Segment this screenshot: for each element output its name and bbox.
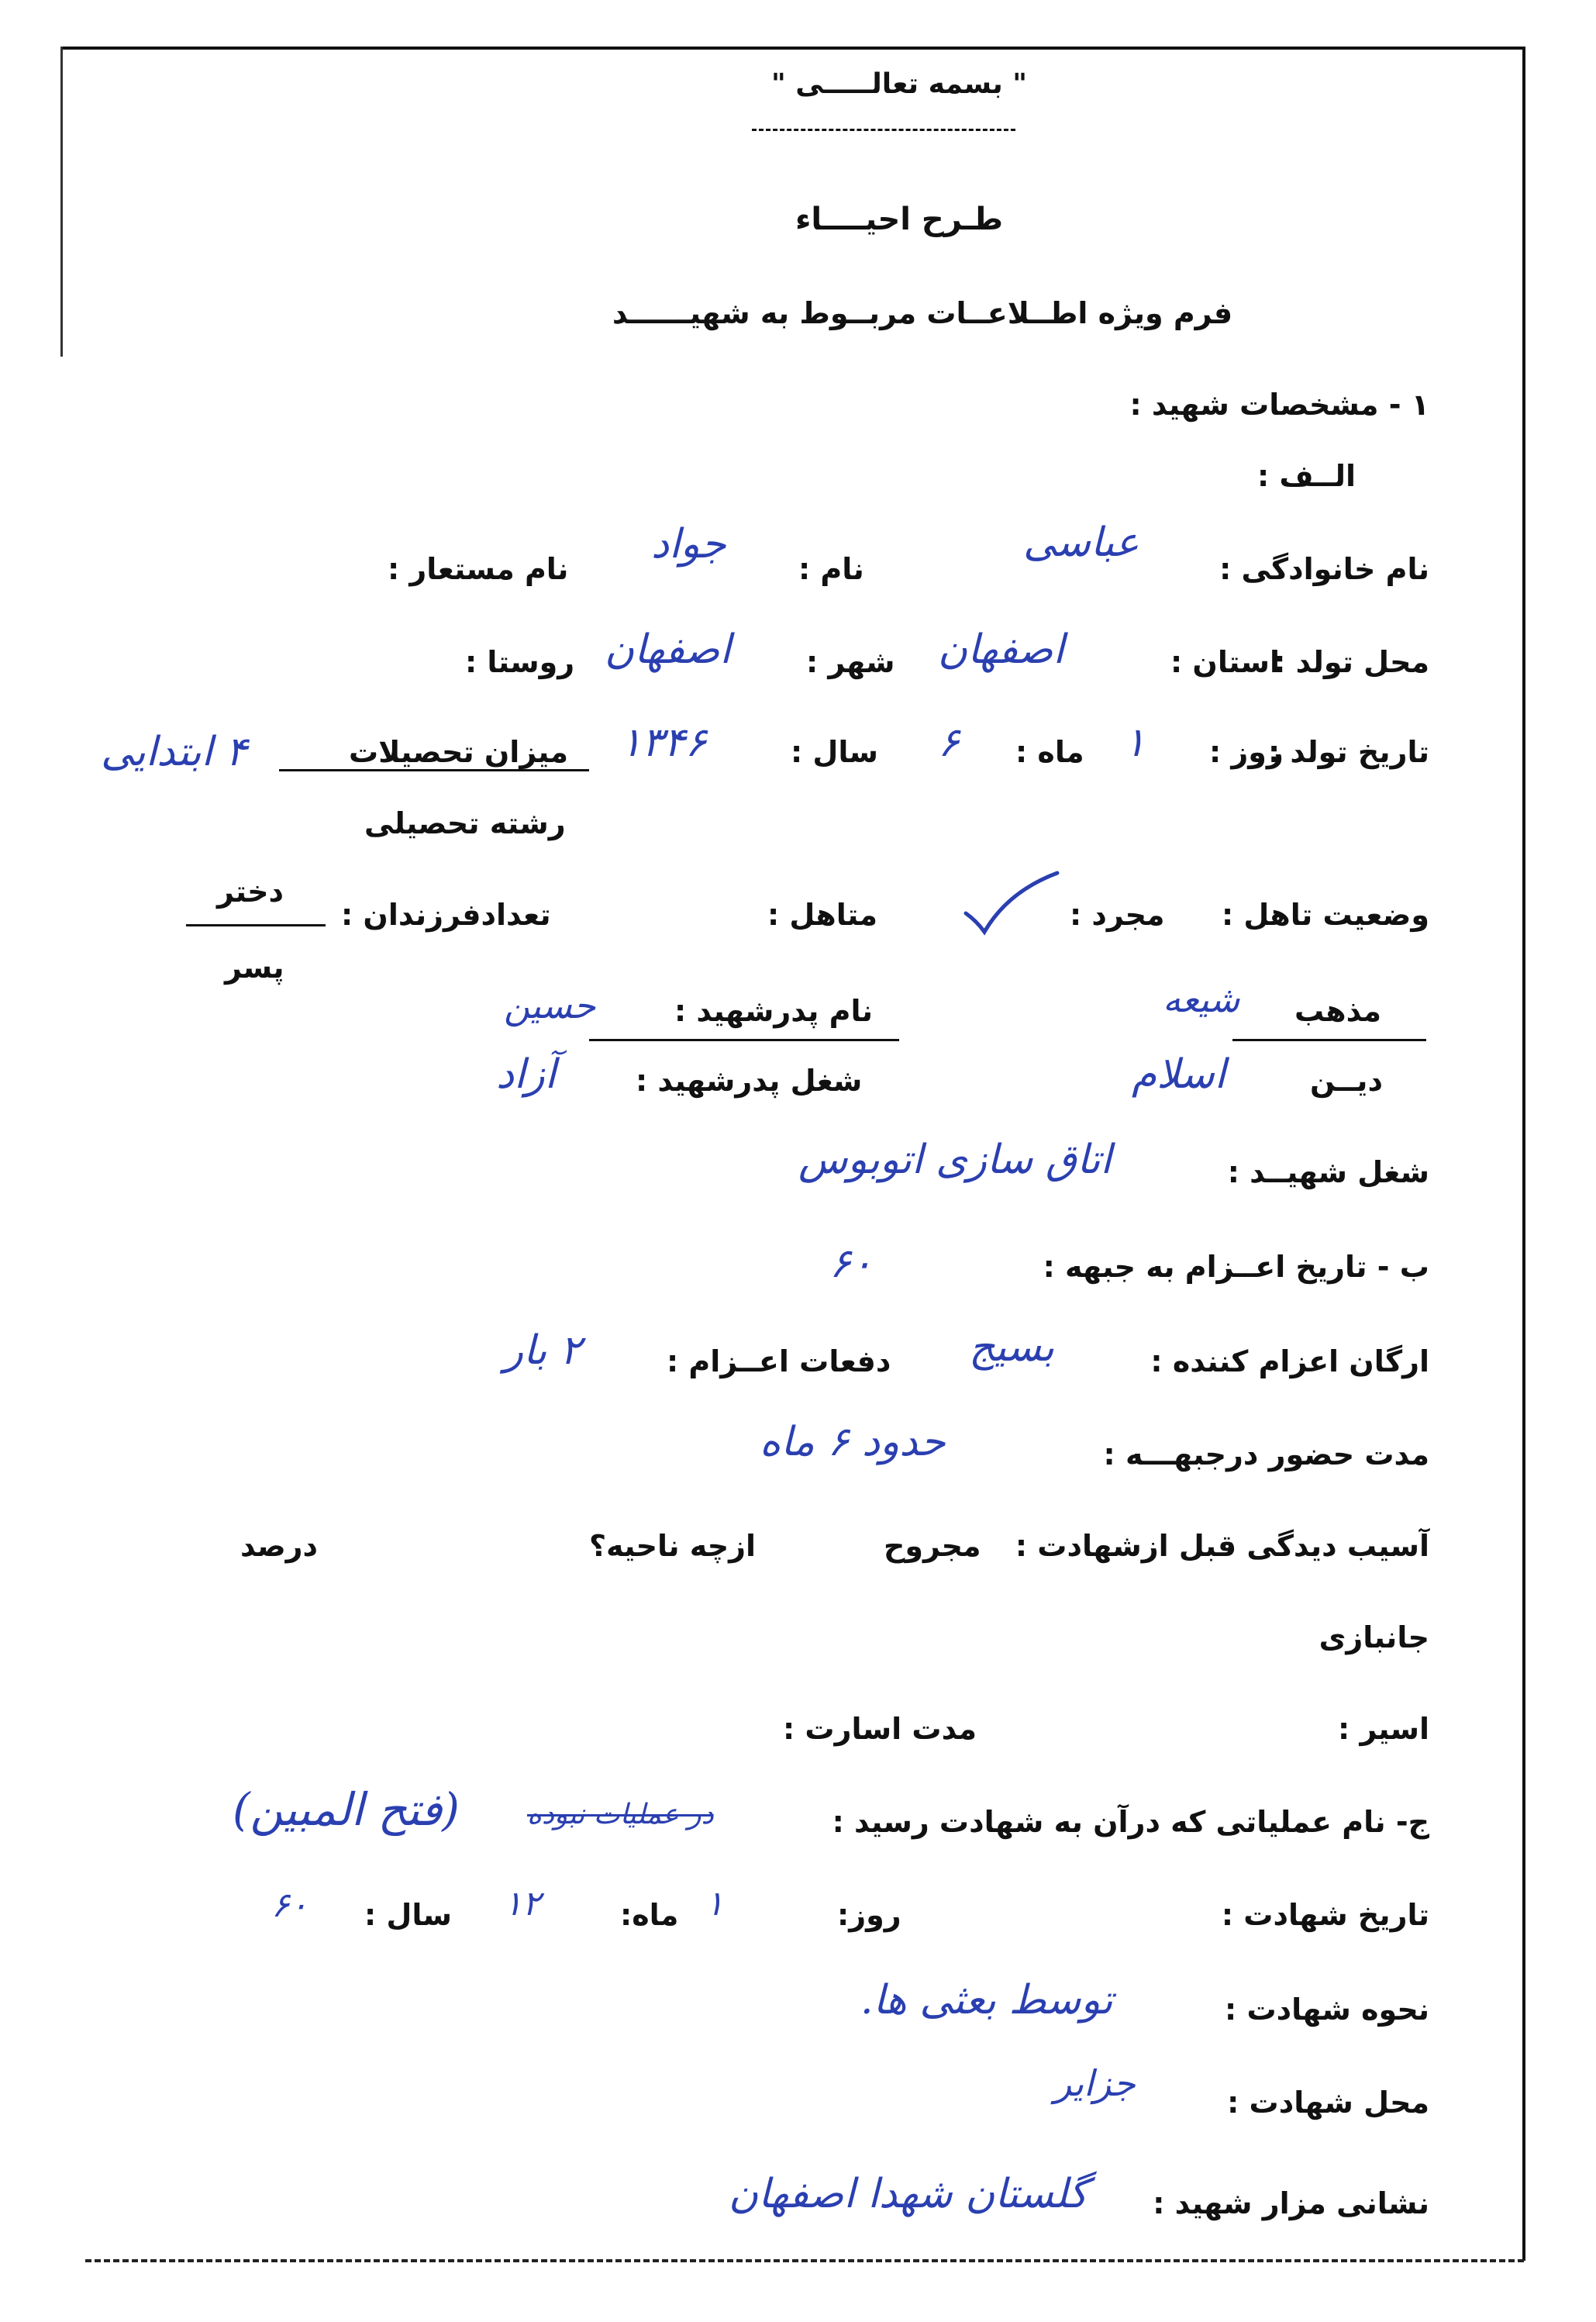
birth-day-value: ۱ <box>1124 719 1146 766</box>
birth-day-label: روز : <box>1209 735 1284 769</box>
family-name-label: نام خانوادگى : <box>1219 552 1429 586</box>
grave-address-value: گلستان شهدا اصفهان <box>729 2171 1088 2217</box>
page-border-right <box>1522 47 1525 2261</box>
first-name-value: جواد <box>651 521 726 568</box>
son-label: پسر <box>225 951 284 985</box>
front-duration-value: حدود ۶ ماه <box>760 1419 946 1465</box>
page-border-left <box>60 47 63 357</box>
dispatch-date-value: ۶۰ <box>829 1240 873 1287</box>
children-underline <box>186 924 326 926</box>
city-label: شهر : <box>806 645 895 679</box>
children-count-label: تعدادفرزندان : <box>341 898 551 932</box>
martyr-job-label: شغل شهيــد : <box>1227 1155 1429 1189</box>
birth-year-label: سال : <box>791 735 879 769</box>
province-value: اصفهان <box>938 626 1064 673</box>
section1-title: ۱ - مشخصات شهيد : <box>1129 388 1429 422</box>
injury-label: آسيب ديدگى قبل ازشهادت : <box>1015 1529 1429 1563</box>
father-job-label: شغل پدرشهيد : <box>636 1064 863 1098</box>
married-label: متاهل : <box>767 898 877 932</box>
birth-month-label: ماه : <box>1015 735 1084 769</box>
captivity-duration-label: مدت اسارت : <box>783 1712 977 1746</box>
field-of-study-label: رشته تحصيلى <box>364 806 566 840</box>
form-title: فرم ويژه اطــلاعــات مربــوط به شهيــــــد <box>612 296 1233 330</box>
wounded-label: مجروح <box>884 1529 981 1563</box>
sect-label: مذهب <box>1294 994 1382 1028</box>
birthplace-label: محل تولد : <box>1274 645 1429 679</box>
father-name-label: نام پدرشهيد : <box>674 994 874 1028</box>
birth-month-value: ۶ <box>938 719 960 766</box>
operation-value: (فتح المبین) <box>233 1783 460 1836</box>
alias-label: نام مستعار : <box>388 552 569 586</box>
front-duration-label: مدت حضور درجبهـــه : <box>1103 1437 1429 1472</box>
which-area-label: ازچه ناحيه؟ <box>589 1529 757 1563</box>
province-label: استان : <box>1170 645 1281 679</box>
page-border-top <box>60 47 1525 50</box>
dispatch-count-value: ۲ بار <box>504 1327 581 1374</box>
dispatch-count-label: دفعات اعــزام : <box>667 1344 891 1378</box>
single-label: مجرد : <box>1070 898 1165 932</box>
martyrdom-year-label: سال : <box>364 1898 453 1932</box>
martyr-job-value: اتاق سازی اتوبوس <box>798 1137 1112 1183</box>
father-name-underline <box>589 1039 899 1041</box>
page-border-bottom <box>85 2259 1524 2262</box>
grave-address-label: نشانى مزار شهيد : <box>1153 2186 1429 2220</box>
martyrdom-date-label: تاريخ شهادت : <box>1221 1898 1429 1932</box>
single-checkmark-icon <box>961 868 1062 938</box>
city-value: اصفهان <box>605 626 731 673</box>
birth-year-value: ۱۳۴۶ <box>620 719 707 766</box>
education-underline <box>279 769 589 771</box>
education-label: ميزان تحصيلات <box>349 735 569 769</box>
sect-underline <box>1232 1039 1426 1041</box>
martyrdom-day-value: ۱ <box>705 1884 724 1923</box>
martyrdom-manner-value: توسط بعثی ها. <box>860 1977 1113 2024</box>
sect-value: شیعه <box>1163 978 1240 1020</box>
martyrdom-place-label: محل شهادت : <box>1227 2086 1429 2120</box>
education-value: ۴ ابتدایی <box>101 729 247 775</box>
marital-status-label: وضعيت تاهل : <box>1222 898 1429 932</box>
martyrdom-place-value: جزایر <box>1054 2062 1136 2104</box>
martyrdom-month-value: ۱۲ <box>504 1884 541 1923</box>
captive-label: اسير : <box>1338 1712 1429 1746</box>
dispatch-org-value: بسیج <box>969 1324 1055 1371</box>
martyrdom-day-label: روز: <box>837 1898 901 1932</box>
bismillah-heading: " بسمه تعالـــــى " <box>770 68 1028 100</box>
religion-value: اسلام <box>1132 1051 1226 1098</box>
part-alef: الــف : <box>1257 459 1356 493</box>
operation-label: ج- نام عملياتى كه درآن به شهادت رسيد : <box>832 1805 1429 1839</box>
heading-underline <box>752 129 1015 131</box>
birthdate-label: تاريخ تولد : <box>1267 735 1429 769</box>
percent-label: درصد <box>240 1529 319 1563</box>
martyrdom-year-value: ۶۰ <box>271 1886 309 1925</box>
daughter-label: دختر <box>217 875 284 909</box>
village-label: روستا : <box>465 645 575 679</box>
plan-title: طـرح احيــــاء <box>795 202 1003 237</box>
first-name-label: نام : <box>798 552 864 586</box>
martyrdom-manner-label: نحوه شهادت : <box>1225 1993 1429 2027</box>
father-name-value: حسین <box>504 985 596 1026</box>
martyrdom-month-label: ماه: <box>620 1898 679 1932</box>
dispatch-org-label: ارگان اعزام كننده : <box>1150 1344 1429 1378</box>
father-job-value: آزاد <box>496 1051 557 1098</box>
operation-struck-text: در عملیات نبوده <box>527 1799 714 1830</box>
dispatch-date-label: ب - تاريخ اعــزام به جبهه : <box>1043 1250 1429 1284</box>
religion-label: ديــن <box>1310 1064 1383 1098</box>
family-name-value: عباسی <box>1023 519 1139 566</box>
janbazi-label: جانبازى <box>1319 1620 1429 1654</box>
